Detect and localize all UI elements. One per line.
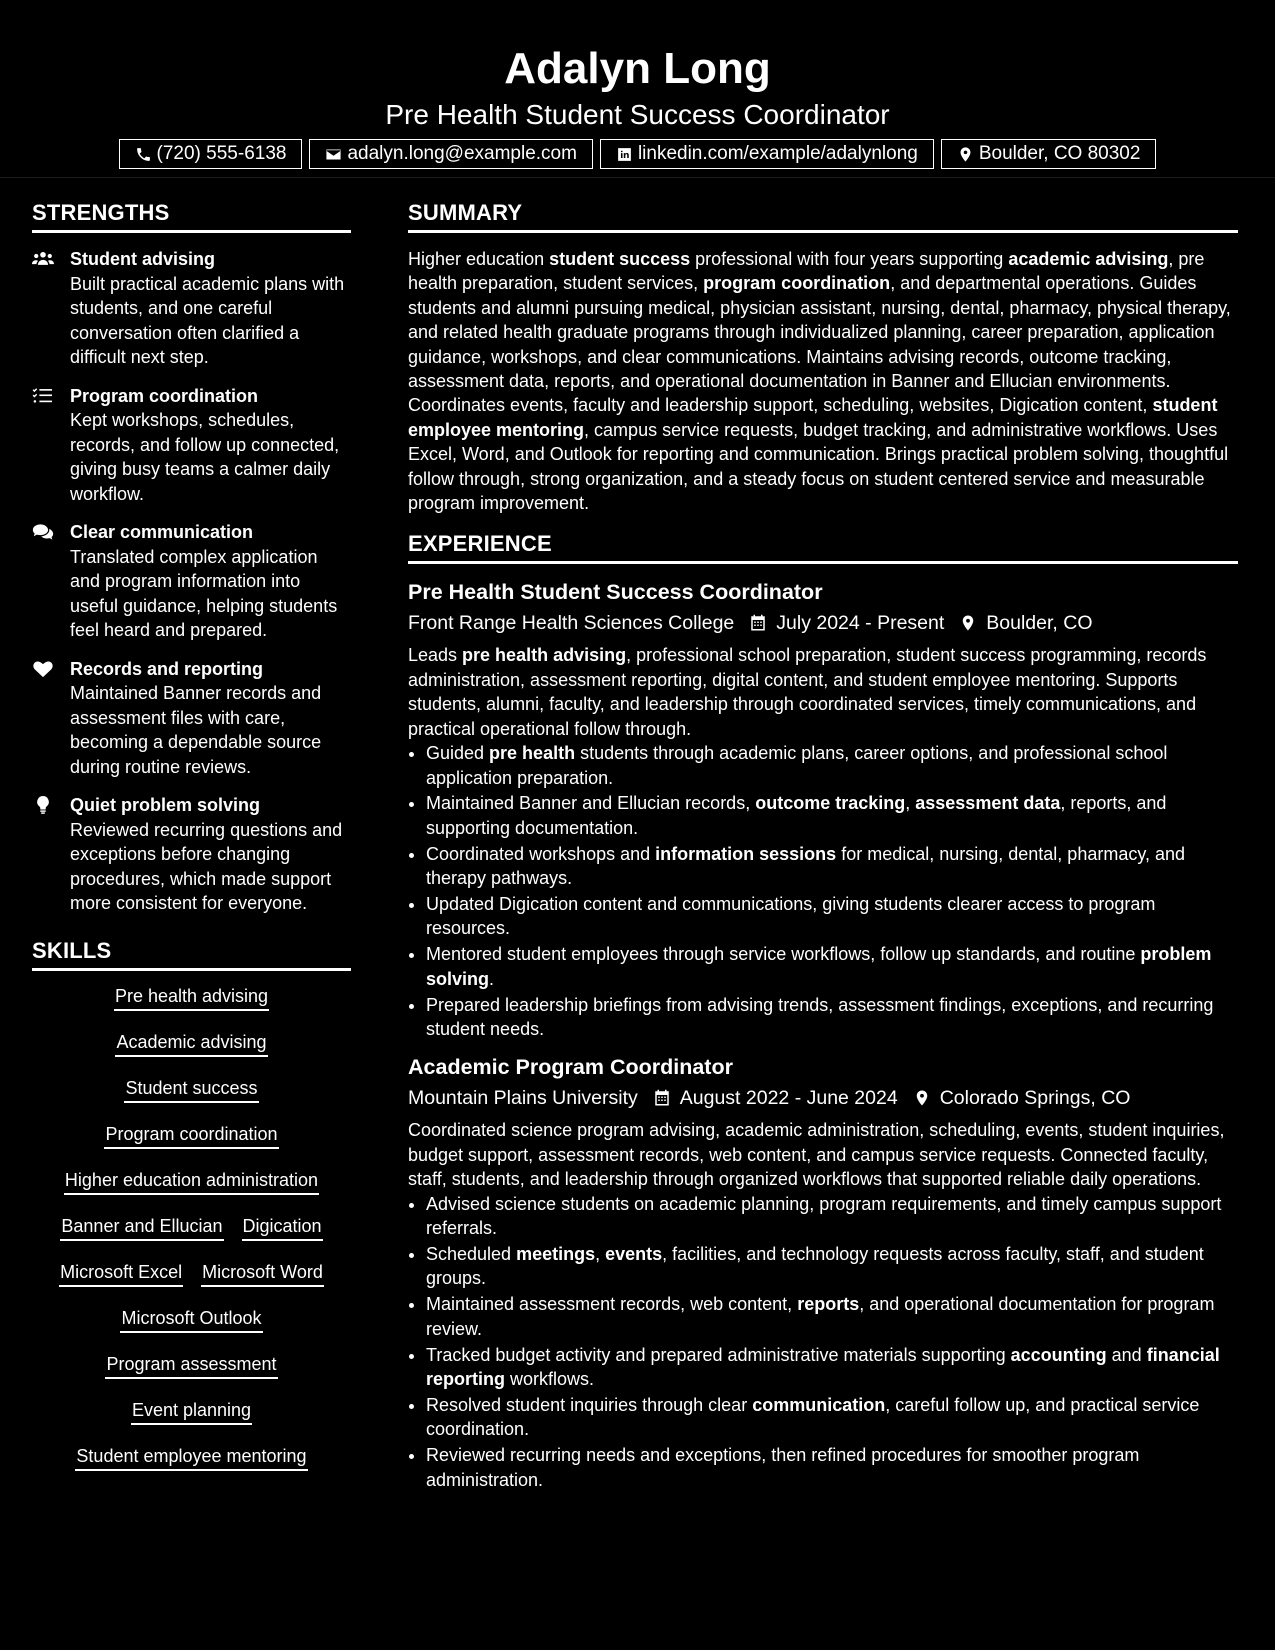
job-organization: Mountain Plains University — [408, 1087, 638, 1110]
bullet-text: for medical, nursing, dental, pharmacy, and therapy pathways. — [426, 843, 1186, 889]
strength-title: Program coordination — [70, 385, 259, 406]
skill-row — [32, 1261, 351, 1287]
bullet-text: Maintained assessment records, web content, — [426, 1294, 798, 1315]
lightbulb-icon — [32, 796, 54, 814]
summary-emphasis: student employee mentoring — [408, 395, 1218, 440]
bullet-text: Coordinated workshops and — [426, 843, 656, 864]
bullet-text: , — [905, 793, 916, 814]
skill-tag: Microsoft Excel — [59, 1261, 183, 1287]
strength-title: Clear communication — [70, 522, 254, 542]
right-column — [408, 178, 1238, 1504]
summary-text: , and departmental operations. Guides students and alumni pursuing medical, physician assistant, nursing, dental, pharmacy, physical therapy, and related health graduate programs through individualized planning, career preparation, application guidance, workshops, and clear communications. Maintains advising records, outcome tracking, assessment data, reports, and operational documentation in Banner and Ellucian environments. Coordinates events, faculty and leadership support, scheduling, websites, Digication content, — [408, 273, 1231, 416]
contact-email-text: adalyn.long@example.com — [347, 143, 577, 164]
job-meta — [408, 1084, 1238, 1112]
bullet-text: Prepared leadership briefings from advising trends, assessment findings, exceptions, and recurring student needs. — [426, 994, 1214, 1040]
bullet-text: , careful follow up, and practical service coordination. — [426, 1394, 1200, 1440]
summary-emphasis: student success — [549, 249, 691, 269]
job-bullet — [426, 1292, 1238, 1341]
skill-tag: Pre health advising — [114, 985, 269, 1011]
strength-text: Translated complex application and program information into useful guidance, helping students feel heard and prepared. — [70, 546, 338, 640]
strength-item — [32, 247, 351, 370]
job-title: Academic Program Coordinator — [408, 1055, 733, 1080]
contact-location — [941, 139, 1157, 169]
strength-text: Kept workshops, schedules, records, and follow up connected, giving busy teams a calmer daily workflow. — [70, 410, 340, 504]
job-bullet — [426, 1242, 1238, 1291]
skill-tag: Higher education administration — [64, 1169, 319, 1195]
skill-row — [32, 1215, 351, 1241]
candidate-title: Pre Health Student Success Coordinator — [385, 99, 890, 130]
users-icon — [32, 250, 54, 268]
skill-row — [32, 1399, 351, 1425]
bullet-text: , and operational documentation for program review. — [426, 1294, 1215, 1339]
summary-text: , campus service requests, budget tracking, and administrative workflows. Uses Excel, Word, and Outlook for reporting and communication. Brings practical problem solving, thoughtful follow through, strong organization, and a steady focus on student centered service and measurable program improvement. — [408, 419, 1229, 514]
strength-text: Reviewed recurring questions and exceptions before changing procedures, which made support more consistent for everyone. — [70, 819, 343, 913]
strength-item — [32, 384, 351, 507]
job-description-text: , professional school preparation, student success programming, records administration, assessment reporting, digital content, and student employee mentoring. Supports students, alumni, faculty, and leadership through coordinated services, timely communications, and practical operational follow through. — [408, 645, 1207, 739]
bullet-text: Tracked budget activity and prepared administrative materials supporting — [426, 1344, 1011, 1365]
job-bullet — [426, 942, 1238, 991]
skill-row — [32, 1353, 351, 1379]
bullet-text: , reports, and supporting documentation. — [426, 793, 1167, 838]
skill-tag: Student success — [124, 1077, 258, 1103]
skill-tag: Microsoft Outlook — [120, 1307, 262, 1333]
job-organization: Front Range Health Sciences College — [408, 612, 735, 635]
skill-tag: Banner and Ellucian — [60, 1215, 223, 1241]
experience-heading: EXPERIENCE — [408, 531, 1238, 564]
bullet-emphasis: reports — [797, 1294, 860, 1315]
job-bullet — [426, 993, 1238, 1042]
skill-tag: Program coordination — [104, 1123, 278, 1149]
job-title: Pre Health Student Success Coordinator — [408, 580, 823, 605]
linkedin-icon — [616, 146, 633, 163]
strengths-heading: STRENGTHS — [32, 200, 351, 233]
bullet-emphasis: information sessions — [655, 843, 837, 864]
job-dates: August 2022 - June 2024 — [679, 1087, 898, 1110]
job-bullet — [426, 741, 1238, 790]
skill-row — [32, 1307, 351, 1333]
skills-list — [32, 985, 351, 1471]
summary-heading: SUMMARY — [408, 200, 1238, 233]
strength-title: Student advising — [70, 249, 216, 269]
strength-item — [32, 657, 351, 780]
contact-linkedin-text: linkedin.com/example/adalynlong — [637, 143, 918, 164]
strength-text: Maintained Banner records and assessment files with care, becoming a dependable source during routine reviews. — [70, 683, 322, 777]
job-bullet — [426, 892, 1238, 941]
job-description — [408, 643, 1238, 741]
job-meta — [408, 609, 1238, 637]
map-pin-icon — [959, 614, 977, 632]
contact-location-text: Boulder, CO 80302 — [978, 143, 1141, 164]
left-column — [32, 178, 351, 1504]
bullet-emphasis: meetings — [516, 1244, 596, 1264]
strength-title: Quiet problem solving — [70, 795, 261, 815]
job-bullet — [426, 1343, 1238, 1392]
bullet-emphasis: accounting — [1010, 1344, 1107, 1365]
job-bullet — [426, 1443, 1238, 1492]
contact-linkedin[interactable] — [600, 139, 934, 169]
bullet-emphasis: assessment data — [915, 793, 1061, 814]
bullet-text: Reviewed recurring needs and exceptions, then refined procedures for smoother program administration. — [426, 1445, 1140, 1490]
skill-row — [32, 1169, 351, 1195]
skill-tag: Event planning — [131, 1399, 252, 1425]
skill-tag: Program assessment — [105, 1353, 277, 1379]
bullet-text: Updated Digication content and communications, giving students clearer access to program resources. — [426, 894, 1156, 939]
bullet-emphasis: events — [605, 1244, 663, 1264]
list-check-icon — [32, 387, 54, 405]
skill-tag: Student employee mentoring — [75, 1445, 307, 1471]
contact-bar — [0, 139, 1275, 169]
skill-row — [32, 1077, 351, 1103]
job-bullets — [408, 1192, 1238, 1492]
skill-row — [32, 1445, 351, 1471]
contact-phone-text: (720) 555-6138 — [156, 143, 287, 164]
job-bullet — [426, 1393, 1238, 1442]
summary-text: Higher education — [408, 249, 550, 269]
envelope-icon — [325, 146, 342, 163]
bullet-text: students through academic plans, career options, and professional school application preparation. — [426, 743, 1168, 788]
resume-body — [0, 178, 1275, 1504]
bullet-emphasis: outcome tracking — [755, 793, 906, 814]
bullet-text: workflows. — [505, 1369, 595, 1390]
experience-list — [408, 578, 1238, 1492]
map-pin-icon — [957, 146, 974, 163]
bullet-text: and — [1106, 1344, 1147, 1365]
skill-tag: Academic advising — [115, 1031, 267, 1057]
calendar-icon — [749, 614, 767, 632]
job-description-text: Coordinated science program advising, academic administration, scheduling, events, student inquiries, budget support, assessment records, web content, and campus service requests. Connected faculty, staff, students, and leadership through organized workflows that supported reliable daily operations. — [408, 1120, 1225, 1190]
job-dates: July 2024 - Present — [776, 612, 945, 635]
bullet-emphasis: communication — [752, 1394, 886, 1415]
job-bullets — [408, 741, 1238, 1041]
bullet-text: Maintained Banner and Ellucian records, — [426, 793, 756, 814]
strength-text: Built practical academic plans with students, and one careful conversation often clarified a difficult next step. — [70, 273, 345, 367]
calendar-icon — [653, 1089, 671, 1107]
job-bullet — [426, 842, 1238, 891]
skill-tag: Microsoft Word — [201, 1261, 324, 1287]
summary-text: professional with four years supporting — [690, 249, 1009, 269]
bullet-text: Resolved student inquiries through clear — [426, 1394, 753, 1415]
strength-item — [32, 520, 351, 643]
bullet-text: Mentored student employees through service workflows, follow up standards, and routine — [426, 944, 1141, 965]
summary-emphasis: academic advising — [1008, 249, 1169, 269]
bullet-text: Scheduled — [426, 1244, 517, 1264]
bullet-emphasis: financial reporting — [426, 1344, 1220, 1390]
job-entry — [408, 578, 1238, 1041]
skill-row — [32, 1031, 351, 1057]
job-bullet — [426, 1192, 1238, 1241]
resume-header — [0, 0, 1275, 178]
strength-item — [32, 793, 351, 916]
job-location: Boulder, CO — [986, 612, 1093, 635]
summary-text — [408, 247, 1238, 515]
job-description-text: Leads — [408, 645, 463, 666]
candidate-name: Adalyn Long — [504, 44, 771, 93]
bullet-text: Advised science students on academic planning, program requirements, and timely campus support referrals. — [426, 1193, 1222, 1239]
contact-phone[interactable] — [119, 139, 303, 169]
bullet-emphasis: pre health — [489, 743, 576, 764]
bullet-text: . — [489, 968, 495, 989]
map-pin-icon — [913, 1089, 931, 1107]
job-description — [408, 1118, 1238, 1191]
skills-heading: SKILLS — [32, 938, 351, 971]
skill-row — [32, 1123, 351, 1149]
skill-row — [32, 985, 351, 1011]
phone-icon — [135, 146, 152, 163]
job-location: Colorado Springs, CO — [939, 1087, 1131, 1110]
skill-tag: Digication — [242, 1215, 323, 1241]
bullet-text: , facilities, and technology requests across faculty, staff, and student groups. — [426, 1244, 1204, 1289]
bullet-text: Guided — [426, 743, 490, 764]
job-bullet — [426, 791, 1238, 840]
strength-title: Records and reporting — [70, 658, 264, 679]
heart-icon — [32, 660, 54, 678]
bullet-emphasis: problem solving — [426, 944, 1212, 989]
contact-email[interactable] — [309, 139, 592, 169]
summary-text: , pre health preparation, student services, — [408, 249, 1205, 294]
bullet-text: , — [595, 1244, 606, 1264]
summary-emphasis: program coordination — [703, 273, 891, 294]
job-entry — [408, 1053, 1238, 1492]
job-description-emphasis: pre health advising — [462, 645, 627, 666]
comments-icon — [32, 523, 54, 541]
